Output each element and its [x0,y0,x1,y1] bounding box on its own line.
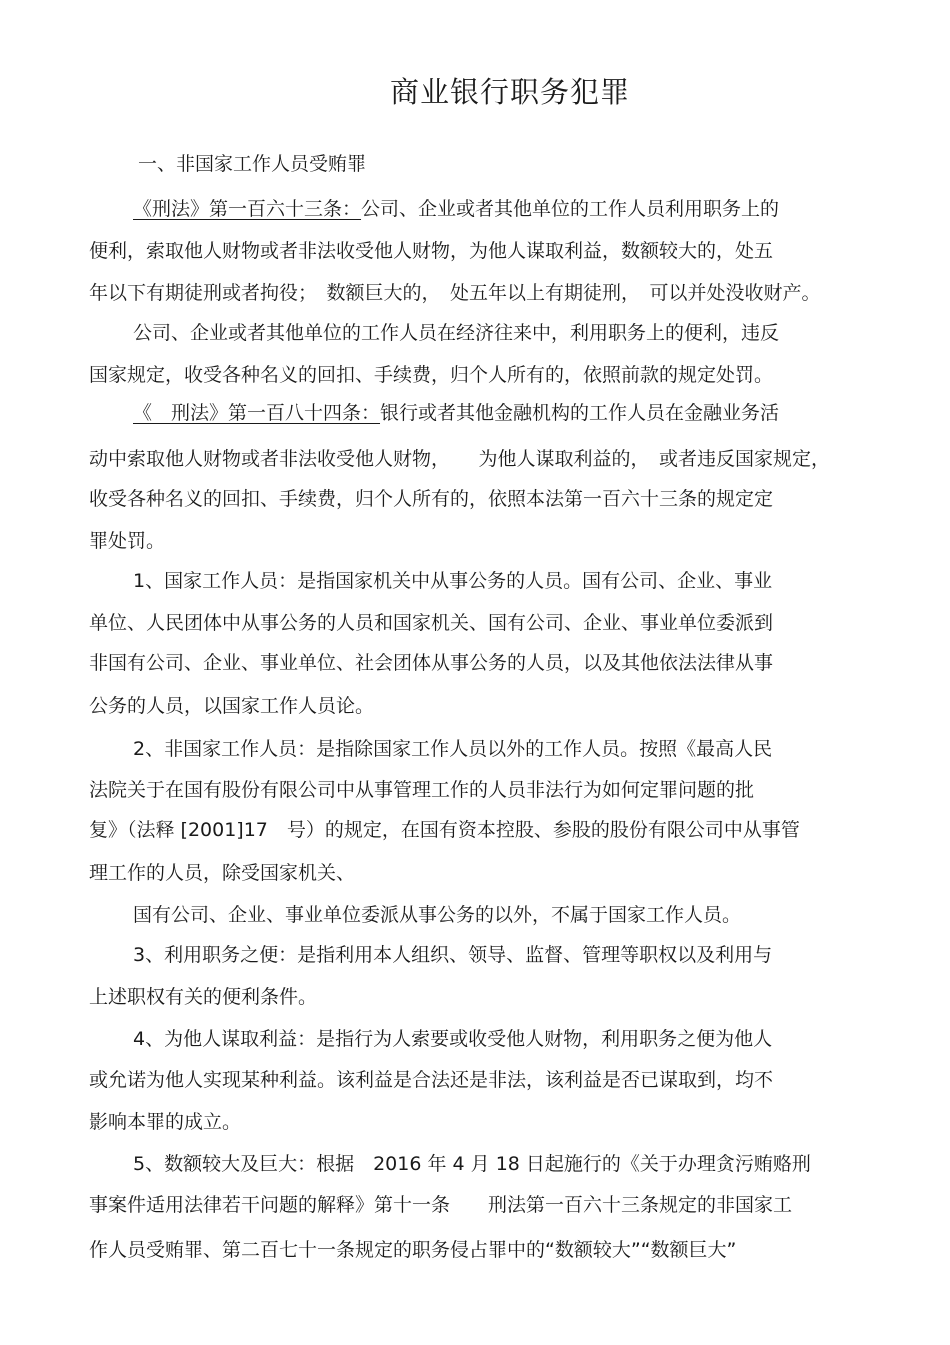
paragraph-line: 便利，索取他人财物或者非法收受他人财物，为他人谋取利益，数额较大的，处五 [89,240,774,262]
statute-text: 公司、企业或者其他单位的工作人员利用职务上的 [361,198,780,220]
paragraph-line: 或允诺为他人实现某种利益。该利益是合法还是非法，该利益是否已谋取到，均不 [89,1069,774,1091]
paragraph-line: 罪处罚。 [89,530,166,552]
paragraph-line: 国家规定，收受各种名义的回扣、手续费，归个人所有的，依照前款的规定处罚。 [89,364,774,386]
paragraph-line: 动中索取他人财物或者非法收受他人财物， 为他人谋取利益的， 或者违反国家规定， [89,448,831,470]
paragraph-line: 1、国家工作人员：是指国家机关中从事公务的人员。国有公司、企业、事业 [133,570,773,592]
paragraph-line: 公务的人员，以国家工作人员论。 [89,695,375,717]
paragraph-line: 5、数额较大及巨大：根据 2016 年 4 月 18 日起施行的《关于办理贪污贿赂刑 [133,1153,811,1175]
paragraph-line: 公司、企业或者其他单位的工作人员在经济往来中，利用职务上的便利，违反 [133,322,780,344]
paragraph-line: 收受各种名义的回扣、手续费，归个人所有的，依照本法第一百六十三条的规定定 [89,488,774,510]
document-title: 商业银行职务犯罪 [389,75,630,109]
paragraph-line: 一、非国家工作人员受贿罪 [138,153,367,175]
paragraph-line [133,404,779,423]
paragraph-line: 非国有公司、企业、事业单位、社会团体从事公务的人员，以及其他依法法律从事 [89,652,774,674]
paragraph-line: 事案件适用法律若干问题的解释》第十一条 刑法第一百六十三条规定的非国家工 [89,1194,793,1216]
paragraph-line: 单位、人民团体中从事公务的人员和国家机关、国有公司、企业、事业单位委派到 [89,612,774,634]
paragraph-line: 复》（法释 [2001]17 号）的规定，在国有资本控股、参股的股份有限公司中从事管 [89,819,800,841]
statute-reference: 《刑法》第一百六十三条： [133,198,362,220]
paragraph-line: 作人员受贿罪、第二百七十一条规定的职务侵占罪中的“数额较大”“数额巨大” [89,1239,737,1261]
paragraph-line: 2、非国家工作人员：是指除国家工作人员以外的工作人员。按照《最高人民 [133,738,773,760]
paragraph-line: 年以下有期徒刑或者拘役； 数额巨大的， 处五年以上有期徒刑， 可以并处没收财产。 [89,282,821,304]
paragraph-line: 3、利用职务之便：是指利用本人组织、领导、监督、管理等职权以及利用与 [133,944,773,966]
paragraph-line [133,200,779,219]
paragraph-line: 国有公司、企业、事业单位委派从事公务的以外，不属于国家工作人员。 [133,904,742,926]
paragraph-line: 法院关于在国有股份有限公司中从事管理工作的人员非法行为如何定罪问题的批 [89,779,755,801]
paragraph-line: 4、为他人谋取利益：是指行为人索要或收受他人财物，利用职务之便为他人 [133,1028,773,1050]
paragraph-line: 影响本罪的成立。 [89,1111,242,1133]
statute-text: 银行或者其他金融机构的工作人员在金融业务活 [380,402,780,424]
statute-reference: 《 刑法》第一百八十四条： [133,402,381,424]
paragraph-line: 上述职权有关的便利条件。 [89,986,318,1008]
paragraph-line: 理工作的人员，除受国家机关、 [89,862,356,884]
